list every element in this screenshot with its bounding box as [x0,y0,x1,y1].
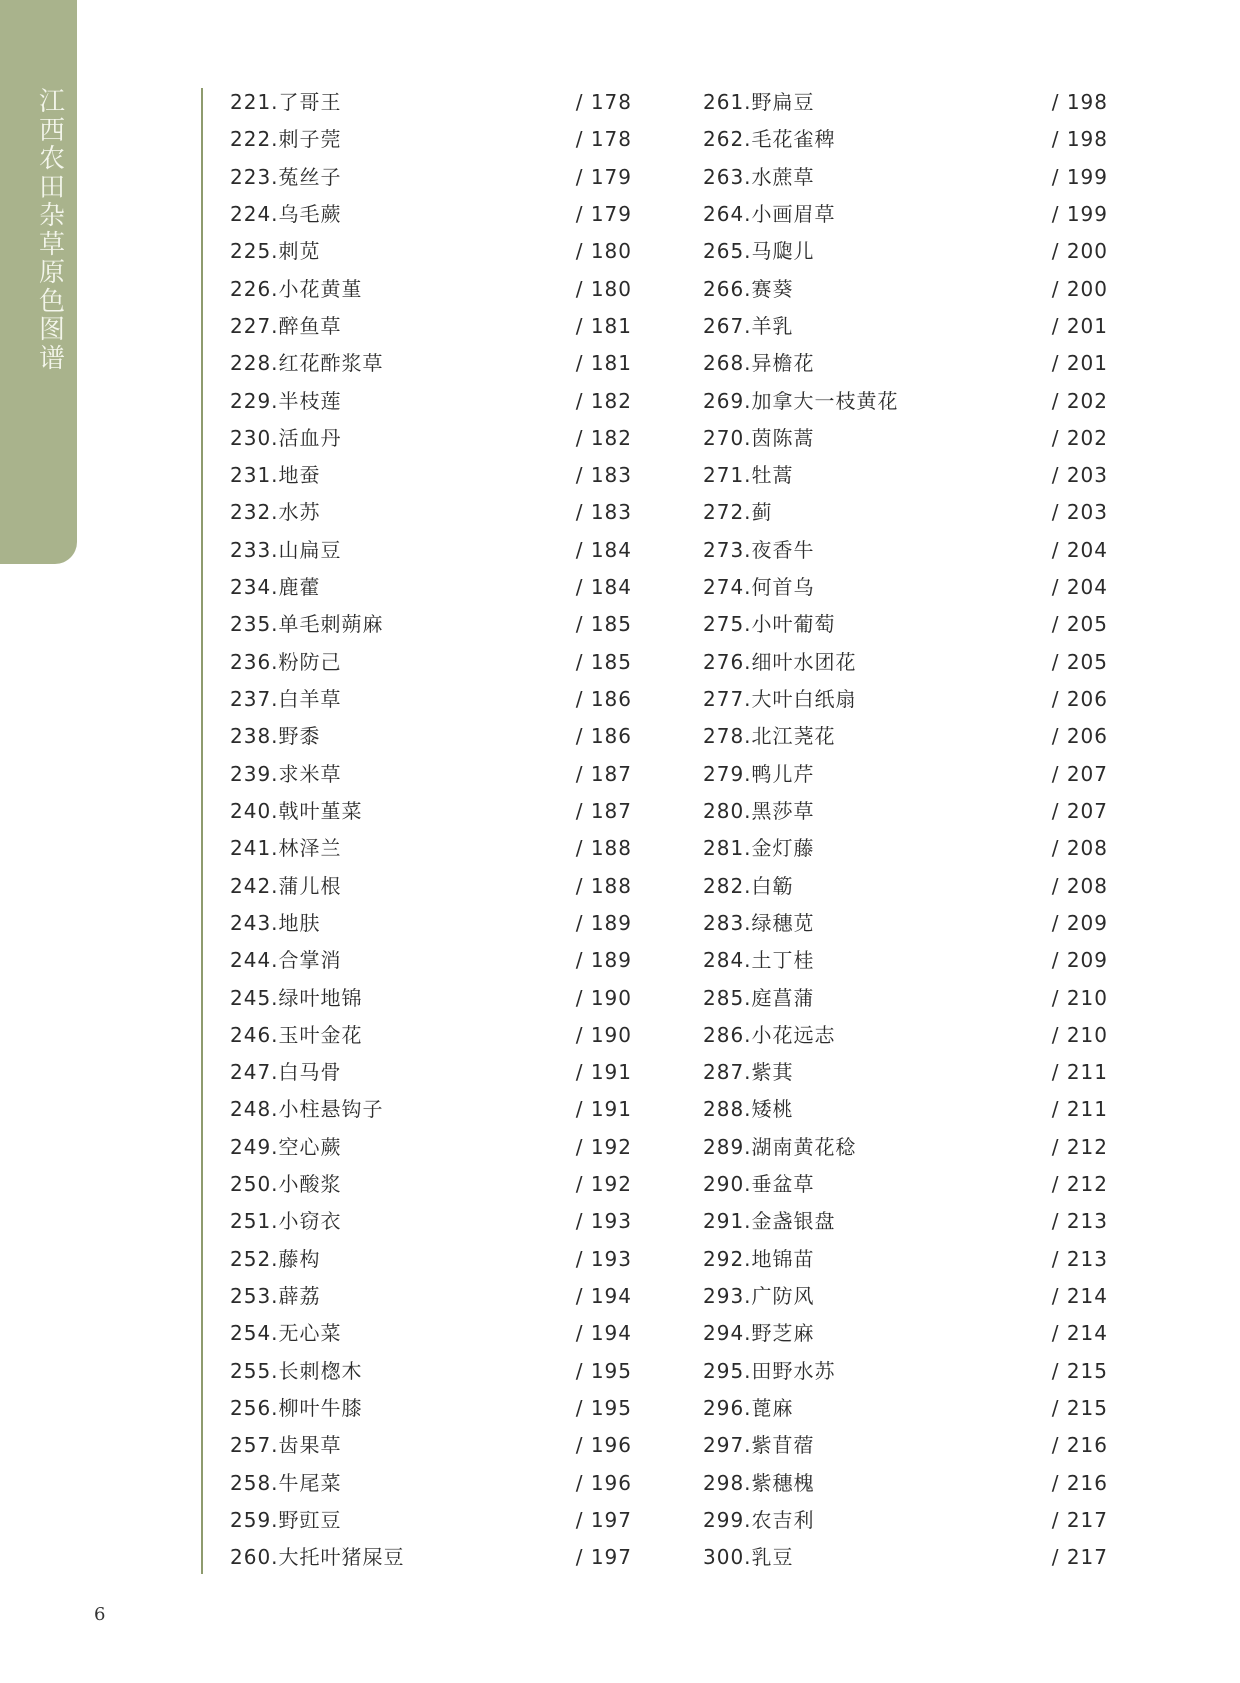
toc-entry-page: / 204 [1051,575,1108,600]
toc-entry-label: 282.白簕 [703,873,794,898]
toc-entry-label: 291.金盏银盘 [703,1209,836,1234]
toc-entry[interactable] [703,905,1108,942]
toc-entry-page: / 180 [575,239,632,264]
toc-entry-page: / 211 [1051,1060,1108,1085]
toc-entry-label: 286.小花远志 [703,1022,836,1047]
toc-entry-page: / 217 [1051,1507,1108,1532]
toc-entry-page: / 194 [575,1321,632,1346]
toc-entry[interactable] [230,1502,632,1539]
toc-entry-label: 299.农吉利 [703,1507,815,1532]
toc-entry[interactable] [703,606,1108,643]
toc-entry[interactable] [230,1353,632,1390]
toc-entry-label: 273.夜香牛 [703,537,815,562]
toc-entry[interactable] [230,121,632,158]
toc-entry[interactable] [230,1427,632,1464]
toc-entry[interactable] [230,159,632,196]
toc-entry-page: / 196 [575,1470,632,1495]
toc-entry[interactable] [230,1465,632,1502]
toc-entry[interactable] [230,1054,632,1091]
toc-entry-label: 265.马瓟儿 [703,239,815,264]
toc-entry[interactable] [230,345,632,382]
toc-entry-label: 296.蓖麻 [703,1395,794,1420]
toc-entry-label: 233.山扁豆 [230,537,342,562]
toc-entry-page: / 214 [1051,1284,1108,1308]
toc-entry-label: 267.羊乳 [703,313,794,338]
toc-entry[interactable] [230,793,632,830]
toc-entry-page: / 203 [1051,500,1108,525]
toc-entry-page: / 212 [1051,1172,1108,1197]
toc-entry-label: 222.刺子莞 [230,127,342,152]
toc-entry-page: / 186 [575,687,632,711]
toc-entry-label: 228.红花酢浆草 [230,351,384,376]
toc-entry-page: / 189 [575,910,632,935]
toc-entry-page: / 183 [575,463,632,488]
toc-entry-label: 274.何首乌 [703,575,815,600]
toc-entry-page: / 184 [575,575,632,600]
toc-entry-label: 280.黑莎草 [703,798,815,823]
toc-entry-label: 270.茵陈蒿 [703,425,815,450]
toc-entry-label: 278.北江荛花 [703,724,836,749]
toc-entry-label: 258.牛尾菜 [230,1470,342,1495]
toc-entry[interactable] [703,420,1108,457]
toc-entry[interactable] [703,1166,1108,1203]
toc-entry-page: / 208 [1051,873,1108,898]
toc-entry-label: 295.田野水苏 [703,1358,836,1383]
toc-entry-label: 248.小柱悬钩子 [230,1097,384,1122]
toc-entry-page: / 209 [1051,910,1108,935]
toc-entry-page: / 202 [1051,425,1108,450]
toc-entry-page: / 200 [1051,276,1108,301]
toc-entry-label: 232.水苏 [230,500,321,525]
toc-entry-label: 259.野豇豆 [230,1507,342,1532]
page-number: 6 [94,1604,106,1625]
toc-entry-label: 264.小画眉草 [703,201,836,226]
toc-entry-page: / 195 [575,1358,632,1383]
side-title-char: 农 [38,144,65,174]
toc-entry-page: / 211 [1051,1097,1108,1122]
toc-entry-page: / 180 [575,276,632,301]
toc-entry-page: / 203 [1051,463,1108,488]
toc-entry-page: / 191 [575,1060,632,1085]
toc-entry-label: 269.加拿大一枝黄花 [703,388,899,413]
toc-entry-page: / 213 [1051,1246,1108,1271]
toc-entry[interactable] [230,1129,632,1166]
toc-entry-label: 224.乌毛蕨 [230,201,342,226]
toc-entry-page: / 196 [575,1433,632,1458]
toc-entry-page: / 210 [1051,1022,1108,1047]
toc-entry[interactable] [703,271,1108,308]
side-title-char: 杂 [38,201,65,231]
toc-entry[interactable] [230,718,632,755]
toc-entry-page: / 214 [1051,1321,1108,1346]
toc-entry-page: / 185 [575,612,632,637]
toc-entry-page: / 199 [1051,164,1108,189]
toc-entry[interactable] [230,1203,632,1240]
toc-entry[interactable] [703,756,1108,793]
toc-entry-label: 227.醉鱼草 [230,313,342,338]
toc-entry-page: / 207 [1051,798,1108,823]
toc-entry-page: / 185 [575,649,632,674]
toc-entry-label: 275.小叶葡萄 [703,612,836,637]
toc-entry-page: / 198 [1051,127,1108,152]
toc-entry-label: 272.蓟 [703,500,773,525]
toc-entry-label: 235.单毛刺蒴麻 [230,612,384,637]
toc-entry-page: / 187 [575,798,632,823]
toc-entry[interactable] [703,1241,1108,1278]
toc-entry-page: / 204 [1051,537,1108,562]
toc-entry[interactable] [703,868,1108,905]
toc-entry-label: 292.地锦苗 [703,1246,815,1271]
toc-entry[interactable] [230,1091,632,1128]
toc-entry[interactable] [230,532,632,569]
toc-entry-page: / 181 [575,313,632,338]
toc-entry[interactable] [230,1241,632,1278]
toc-entry-page: / 178 [575,127,632,152]
toc-entry-label: 250.小酸浆 [230,1172,342,1197]
toc-entry[interactable] [230,756,632,793]
toc-entry[interactable] [230,681,632,718]
toc-entry-label: 221.了哥王 [230,90,342,114]
toc-entry[interactable] [703,1539,1108,1576]
toc-entry[interactable] [703,159,1108,196]
toc-entry-page: / 215 [1051,1358,1108,1383]
toc-entry-page: / 188 [575,836,632,861]
toc-entry-page: / 215 [1051,1395,1108,1420]
toc-entry-label: 268.异檐花 [703,351,815,376]
toc-entry-label: 257.齿果草 [230,1433,342,1458]
toc-entry-label: 271.牡蒿 [703,463,794,488]
toc-entry[interactable] [703,196,1108,233]
toc-entry-label: 298.紫穗槐 [703,1470,815,1495]
toc-entry[interactable] [703,494,1108,531]
toc-entry-page: / 197 [575,1507,632,1532]
toc-entry-page: / 178 [575,90,632,114]
toc-entry[interactable] [703,457,1108,494]
side-title-char: 色 [38,286,65,317]
toc-entry-label: 236.粉防己 [230,649,342,674]
toc-entry-label: 261.野扁豆 [703,90,815,114]
toc-entry-page: / 209 [1051,948,1108,973]
toc-entry-label: 294.野芝麻 [703,1321,815,1346]
toc-entry[interactable] [703,1017,1108,1054]
toc-entry[interactable] [230,383,632,420]
toc-entry[interactable] [230,494,632,531]
toc-entry[interactable] [230,942,632,979]
toc-entry[interactable] [703,718,1108,755]
toc-entry-page: / 206 [1051,687,1108,711]
toc-entry-label: 297.紫苜蓿 [703,1433,815,1458]
toc-entry-page: / 188 [575,873,632,898]
toc-entry[interactable] [230,569,632,606]
toc-entry-page: / 197 [575,1545,632,1570]
toc-entry-page: / 216 [1051,1433,1108,1458]
toc-entry-label: 225.刺苋 [230,239,321,264]
toc-entry-label: 238.野黍 [230,724,321,749]
toc-entry-page: / 181 [575,351,632,376]
toc-entry-page: / 217 [1051,1545,1108,1570]
toc-entry[interactable] [703,980,1108,1017]
toc-entry[interactable] [230,420,632,457]
toc-entry[interactable] [230,1539,632,1576]
toc-entry-page: / 200 [1051,239,1108,264]
toc-entry-page: / 190 [575,985,632,1010]
toc-entry[interactable] [703,532,1108,569]
vertical-divider [201,88,203,1574]
toc-entry[interactable] [230,1017,632,1054]
toc-entry[interactable] [230,1390,632,1427]
toc-entry-page: / 194 [575,1284,632,1308]
toc-entry-label: 287.紫萁 [703,1060,794,1085]
toc-entry-page: / 205 [1051,649,1108,674]
toc-entry[interactable] [230,1166,632,1203]
toc-entry[interactable] [703,793,1108,830]
toc-entry-label: 223.菟丝子 [230,164,342,189]
toc-entry[interactable] [703,1129,1108,1166]
side-title-char: 田 [38,172,65,203]
toc-entry-page: / 184 [575,537,632,562]
toc-entry-page: / 207 [1051,761,1108,786]
toc-entry-label: 245.绿叶地锦 [230,985,363,1010]
toc-entry-page: / 216 [1051,1470,1108,1495]
toc-entry[interactable] [703,1390,1108,1427]
toc-entry-label: 293.广防风 [703,1284,815,1308]
toc-entry[interactable] [703,1427,1108,1464]
toc-entry[interactable] [703,1054,1108,1091]
toc-entry[interactable] [230,196,632,233]
toc-entry-label: 256.柳叶牛膝 [230,1395,363,1420]
toc-entry-label: 247.白马骨 [230,1060,342,1085]
toc-entry-page: / 206 [1051,724,1108,749]
toc-entry-page: / 193 [575,1246,632,1271]
toc-entry[interactable] [230,830,632,867]
toc-entry-page: / 182 [575,425,632,450]
toc-entry-label: 253.薜荔 [230,1284,321,1308]
toc-entry[interactable] [703,383,1108,420]
toc-entry-page: / 182 [575,388,632,413]
toc-entry[interactable] [703,1353,1108,1390]
toc-entry-page: / 208 [1051,836,1108,861]
toc-entry[interactable] [230,868,632,905]
toc-column-left [230,84,632,1577]
toc-entry-page: / 183 [575,500,632,525]
toc-entry-page: / 213 [1051,1209,1108,1234]
toc-entry-label: 237.白羊草 [230,687,342,711]
toc-entry-label: 279.鸭儿芹 [703,761,815,786]
toc-entry-label: 284.土丁桂 [703,948,815,973]
side-title [37,88,67,373]
toc-entry-page: / 195 [575,1395,632,1420]
toc-entry[interactable] [703,233,1108,270]
toc-entry-label: 240.戟叶堇菜 [230,798,363,823]
side-title-char: 原 [38,258,65,288]
toc-entry[interactable] [230,905,632,942]
toc-entry-page: / 192 [575,1134,632,1159]
toc-entry-label: 252.藤构 [230,1246,321,1271]
toc-entry[interactable] [703,1278,1108,1315]
side-title-char: 谱 [38,343,65,374]
toc-entry-page: / 212 [1051,1134,1108,1159]
toc-entry-page: / 179 [575,201,632,226]
toc-entry-label: 262.毛花雀稗 [703,127,836,152]
side-title-char: 草 [38,229,65,260]
toc-entry-label: 254.无心菜 [230,1321,342,1346]
toc-entry[interactable] [703,1203,1108,1240]
toc-entry-label: 300.乳豆 [703,1545,794,1570]
toc-entry-label: 246.玉叶金花 [230,1022,363,1047]
toc-entry-label: 249.空心蕨 [230,1134,342,1159]
side-tab [0,0,77,564]
toc-entry[interactable] [703,681,1108,718]
toc-entry-label: 255.长刺楤木 [230,1358,363,1383]
toc-entry[interactable] [230,84,632,121]
toc-entry-page: / 205 [1051,612,1108,637]
toc-entry-page: / 191 [575,1097,632,1122]
toc-entry[interactable] [703,644,1108,681]
toc-entry[interactable] [703,830,1108,867]
toc-entry[interactable] [230,457,632,494]
toc-entry[interactable] [230,606,632,643]
side-title-char: 图 [38,315,65,345]
toc-entry-label: 242.蒲儿根 [230,873,342,898]
toc-entry-page: / 202 [1051,388,1108,413]
toc-entry-label: 239.求米草 [230,761,342,786]
toc-entry-label: 266.赛葵 [703,276,794,301]
toc-entry-page: / 186 [575,724,632,749]
toc-entry-page: / 201 [1051,313,1108,338]
toc-entry-page: / 187 [575,761,632,786]
toc-entry[interactable] [703,1465,1108,1502]
toc-entry[interactable] [230,1278,632,1315]
toc-entry-page: / 193 [575,1209,632,1234]
toc-entry-page: / 199 [1051,201,1108,226]
toc-entry[interactable] [230,308,632,345]
toc-entry-page: / 179 [575,164,632,189]
toc-entry[interactable] [703,942,1108,979]
toc-entry-label: 283.绿穗苋 [703,910,815,935]
toc-entry-label: 231.地蚕 [230,463,321,488]
toc-entry-label: 281.金灯藤 [703,836,815,861]
toc-entry[interactable] [703,1315,1108,1352]
toc-entry-label: 289.湖南黄花稔 [703,1134,857,1159]
toc-entry-label: 229.半枝莲 [230,388,342,413]
toc-entry-label: 226.小花黄堇 [230,276,363,301]
toc-column-right [703,84,1108,1577]
toc-entry-page: / 201 [1051,351,1108,376]
toc-entry-page: / 210 [1051,985,1108,1010]
toc-entry-label: 230.活血丹 [230,425,342,450]
toc-entry-page: / 189 [575,948,632,973]
toc-entry[interactable] [230,233,632,270]
toc-entry-label: 288.矮桃 [703,1097,794,1122]
toc-entry[interactable] [703,569,1108,606]
toc-entry[interactable] [230,644,632,681]
toc-entry[interactable] [703,1502,1108,1539]
toc-entry-label: 251.小窃衣 [230,1209,342,1234]
toc-entry[interactable] [703,84,1108,121]
toc-entry-label: 276.细叶水团花 [703,649,857,674]
toc-entry-label: 241.林泽兰 [230,836,342,861]
toc-entry-label: 285.庭菖蒲 [703,985,815,1010]
toc-entry[interactable] [230,271,632,308]
toc-entry-label: 263.水蔗草 [703,164,815,189]
toc-entry-page: / 190 [575,1022,632,1047]
toc-entry[interactable] [230,980,632,1017]
toc-entry[interactable] [230,1315,632,1352]
toc-entry-page: / 192 [575,1172,632,1197]
toc-entry-label: 260.大托叶猪屎豆 [230,1545,405,1570]
toc-entry-label: 243.地肤 [230,910,321,935]
toc-entry[interactable] [703,345,1108,382]
toc-entry-label: 277.大叶白纸扇 [703,687,857,711]
toc-entry-label: 234.鹿藿 [230,575,321,600]
toc-entry[interactable] [703,1091,1108,1128]
toc-entry-label: 290.垂盆草 [703,1172,815,1197]
toc-entry-page: / 198 [1051,90,1108,114]
toc-entry-label: 244.合掌消 [230,948,342,973]
toc-entry[interactable] [703,308,1108,345]
toc-entry[interactable] [703,121,1108,158]
side-title-char: 江 [38,87,65,117]
side-title-char: 西 [38,115,65,146]
